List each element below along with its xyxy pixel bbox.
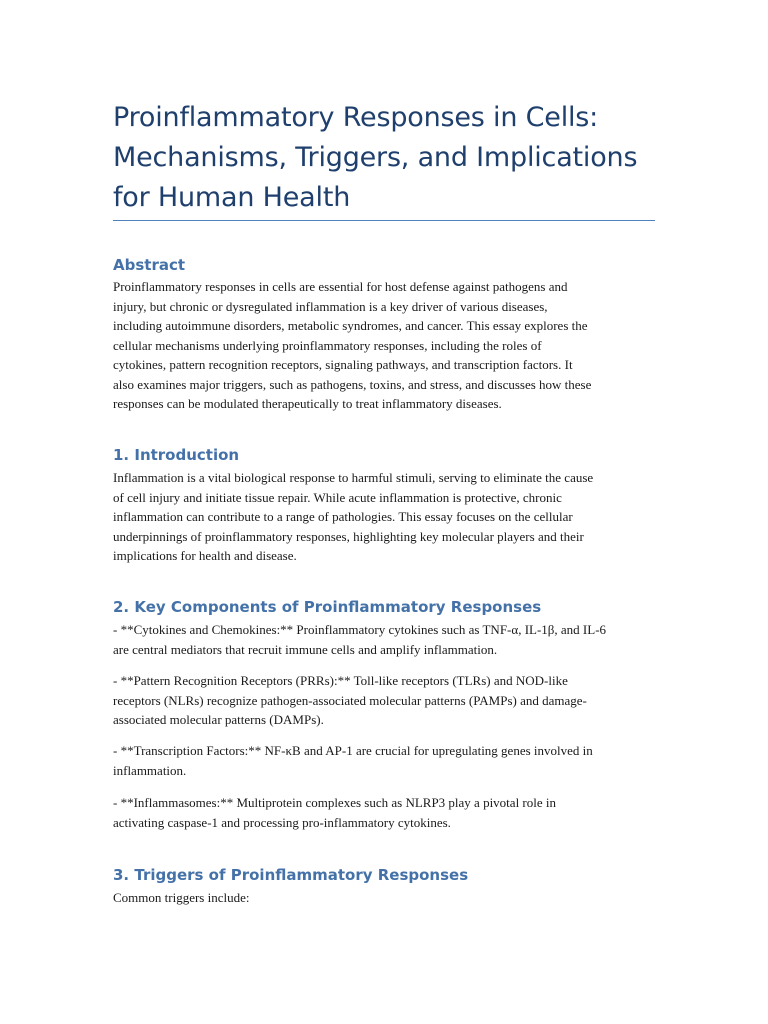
list-item — [113, 671, 655, 730]
paragraph-line: associated molecular patterns (DAMPs). — [113, 712, 324, 727]
introduction-paragraph — [113, 468, 655, 566]
paragraph-line: inflammation. — [113, 762, 187, 778]
paragraph-line: also examines major triggers, such as pathogens, toxins, and stress, and discusses how these — [113, 376, 592, 392]
abstract-heading: Abstract — [113, 256, 186, 274]
document-title — [113, 98, 673, 218]
list-item — [113, 741, 655, 780]
paragraph-line: of cell injury and initiate tissue repair. While acute inflammation is protective, chronic — [113, 489, 562, 505]
list-item — [113, 620, 655, 659]
paragraph-line: inflammation can contribute to a range of pathologies. This essay focuses on the cellular — [113, 509, 573, 524]
paragraph-line: implications for health and disease. — [113, 548, 297, 563]
triggers-paragraph — [113, 888, 655, 908]
paragraph-line: including autoimmune disorders, metabolic syndromes, and cancer. This essay explores the — [113, 318, 588, 333]
paragraph-line: - **Cytokines and Chemokines:** Proinflammatory cytokines such as TNF-α, IL-1β, and IL-6 — [113, 622, 607, 637]
paragraph-line: underpinnings of proinflammatory responses, highlighting key molecular players and their — [113, 528, 584, 544]
list-item — [113, 793, 655, 832]
abstract-paragraph — [113, 277, 655, 414]
paragraph-line: cytokines, pattern recognition receptors, signaling pathways, and transcription factors. It — [113, 357, 573, 372]
title-line: Mechanisms, Triggers, and Implications — [113, 142, 638, 173]
paragraph-line: activating caspase-1 and processing pro-inflammatory cytokines. — [113, 814, 451, 830]
paragraph-line: - **Pattern Recognition Receptors (PRRs):** Toll-like receptors (TLRs) and NOD-like — [113, 673, 568, 688]
paragraph-line: cellular mechanisms underlying proinflammatory responses, including the roles of — [113, 337, 542, 353]
introduction-heading: 1. Introduction — [113, 446, 240, 464]
key-components-heading: 2. Key Components of Proinflammatory Responses — [113, 598, 542, 616]
paragraph-line: injury, but chronic or dysregulated inflammation is a key driver of various diseases, — [113, 298, 548, 314]
triggers-heading: 3. Triggers of Proinflammatory Responses — [113, 866, 469, 884]
paragraph-line: Proinflammatory responses in cells are essential for host defense against pathogens and — [113, 279, 568, 294]
title-line: for Human Health — [113, 182, 351, 213]
title-line: Proinflammatory Responses in Cells: — [113, 102, 599, 133]
paragraph-line: responses can be modulated therapeutically to treat inflammatory diseases. — [113, 396, 502, 411]
paragraph-line: Inflammation is a vital biological response to harmful stimuli, serving to eliminate the cause — [113, 470, 594, 485]
paragraph-line: - **Inflammasomes:** Multiprotein complexes such as NLRP3 play a pivotal role in — [113, 795, 557, 810]
paragraph-line: Common triggers include: — [113, 890, 250, 905]
paragraph-line: are central mediators that recruit immune cells and amplify inflammation. — [113, 641, 498, 657]
title-divider — [113, 220, 655, 221]
paragraph-line: - **Transcription Factors:** NF-κB and AP-1 are crucial for upregulating genes involved in — [113, 743, 593, 758]
paragraph-line: receptors (NLRs) recognize pathogen-associated molecular patterns (PAMPs) and damage- — [113, 692, 587, 708]
